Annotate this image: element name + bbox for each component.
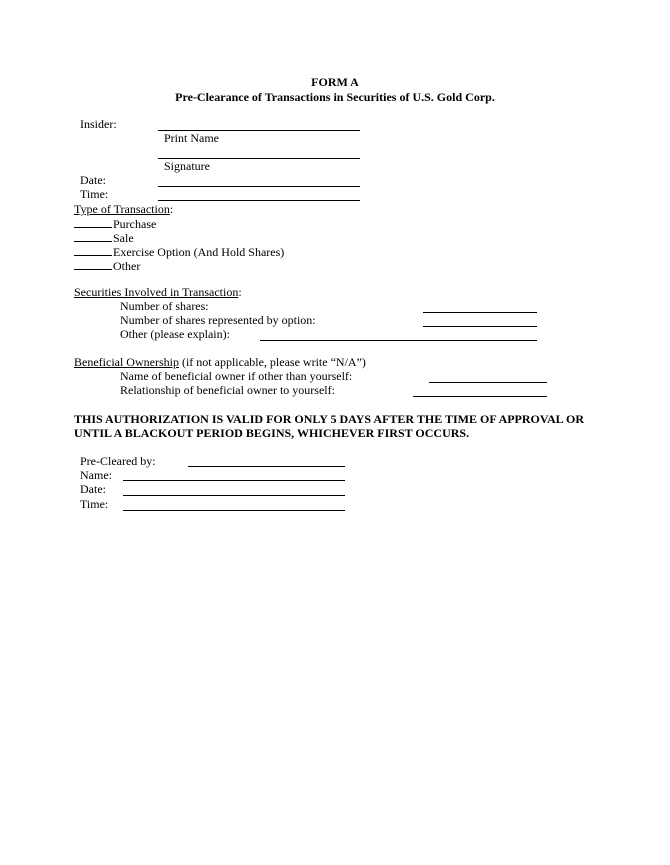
beneficial-owner-name-label: Name of beneficial owner if other than yourself: [120, 369, 353, 383]
transaction-option-exercise[interactable] [74, 244, 284, 259]
pre-cleared-by-line[interactable] [188, 466, 345, 467]
insider-time-line[interactable] [158, 200, 360, 201]
print-name-caption: Print Name [164, 131, 219, 145]
shares-by-option-line[interactable] [423, 326, 537, 327]
option-label: Sale [113, 231, 134, 245]
option-blank-line[interactable] [74, 216, 112, 228]
transaction-option-other[interactable] [74, 258, 140, 273]
option-blank-line[interactable] [74, 230, 112, 242]
insider-label: Insider: [80, 117, 117, 131]
transaction-option-sale[interactable] [74, 230, 134, 245]
beneficial-heading [74, 355, 366, 369]
preclear-date-label: Date: [80, 482, 106, 496]
beneficial-note: (if not applicable, please write “N/A”) [178, 355, 366, 369]
transaction-type-heading [74, 202, 173, 216]
preclear-date-line[interactable] [123, 495, 345, 496]
number-of-shares-line[interactable] [423, 312, 537, 313]
preclear-time-line[interactable] [123, 510, 345, 511]
securities-heading-suffix: : [238, 285, 242, 299]
preclear-time-label: Time: [80, 497, 109, 511]
securities-heading-text: Securities Involved in Transaction [74, 285, 239, 299]
authorization-notice-line1: THIS AUTHORIZATION IS VALID FOR ONLY 5 DAYS AFTER THE TIME OF APPROVAL OR [74, 412, 585, 426]
transaction-option-purchase[interactable] [74, 216, 156, 231]
transaction-type-heading-text: Type of Transaction [74, 202, 170, 216]
insider-date-line[interactable] [158, 186, 360, 187]
signature-caption: Signature [164, 159, 210, 173]
insider-time-label: Time: [80, 187, 109, 201]
transaction-type-heading-suffix: : [169, 202, 174, 216]
authorization-notice-line2: UNTIL A BLACKOUT PERIOD BEGINS, WHICHEVER FIRST OCCURS. [74, 426, 470, 440]
shares-by-option-label: Number of shares represented by option: [120, 313, 316, 327]
option-blank-line[interactable] [74, 244, 112, 256]
beneficial-owner-name-line[interactable] [429, 382, 547, 383]
option-label: Other [113, 259, 141, 273]
preclear-name-line[interactable] [123, 480, 345, 481]
option-label: Exercise Option (And Hold Shares) [113, 245, 285, 259]
number-of-shares-label: Number of shares: [120, 299, 209, 313]
option-blank-line[interactable] [74, 258, 112, 270]
other-explain-line[interactable] [260, 340, 537, 341]
beneficial-heading-text: Beneficial Ownership [74, 355, 179, 369]
form-label: FORM A [311, 75, 359, 89]
beneficial-relationship-label: Relationship of beneficial owner to yourself: [120, 383, 335, 397]
other-explain-label: Other (please explain): [120, 327, 230, 341]
option-label: Purchase [113, 217, 157, 231]
form-title: Pre-Clearance of Transactions in Securities of U.S. Gold Corp. [175, 90, 495, 104]
pre-cleared-by-label: Pre-Cleared by: [80, 454, 156, 468]
insider-date-label: Date: [80, 173, 106, 187]
beneficial-relationship-line[interactable] [413, 396, 547, 397]
preclear-name-label: Name: [80, 468, 112, 482]
securities-heading [74, 285, 242, 299]
